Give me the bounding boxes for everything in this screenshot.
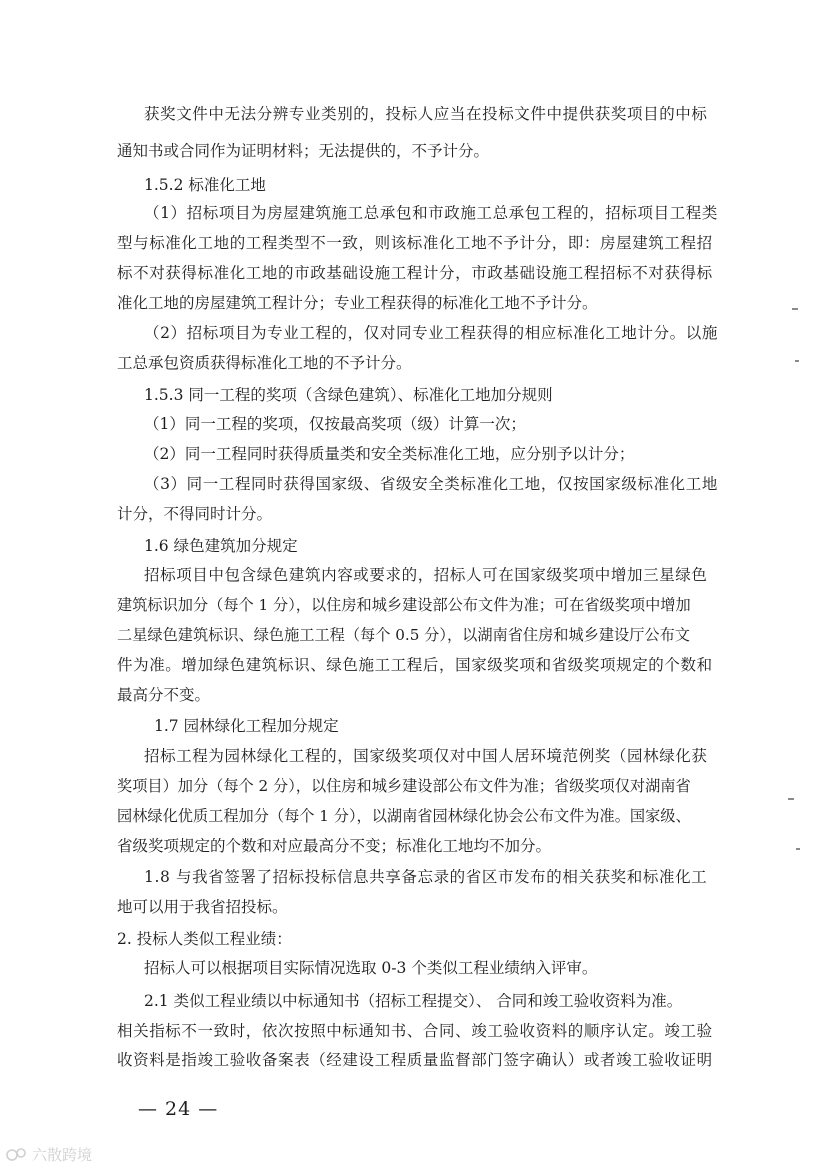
section-heading: 1.7 园林绿化工程加分规定 xyxy=(154,717,339,735)
text-line: 计分，不得同时计分。 xyxy=(117,505,273,523)
watermark xyxy=(6,1144,92,1165)
text-line: 准化工地的房屋建筑工程计分；专业工程获得的标准化工地不予计分。 xyxy=(117,294,598,312)
text-line: 获奖文件中无法分辨专业类别的，投标人应当在投标文件中提供获奖项目的中标 xyxy=(144,105,708,123)
text-line: 招标项目中包含绿色建筑内容或要求的，招标人可在国家级奖项中增加三星绿色 xyxy=(144,566,708,584)
text-line: （2）同一工程同时获得质量类和安全类标准化工地，应分别予以计分； xyxy=(144,445,635,463)
text-line: 件为准。增加绿色建筑标识、绿色施工工程后，国家级奖项和省级奖项规定的个数和 xyxy=(117,656,713,674)
text-line: 奖项目）加分（每个 2 分），以住房和城乡建设部公布文件为准；省级奖项仅对湖南省 xyxy=(117,777,691,795)
text-line: 型与标准化工地的工程类型不一致，则该标准化工地不予计分，即：房屋建筑工程招 xyxy=(117,234,713,252)
text-line: 省级奖项规定的个数和对应最高分不变；标准化工地均不加分。 xyxy=(117,837,552,855)
section-heading: 1.5.2 标准化工地 xyxy=(144,176,266,194)
text-line: 2.1 类似工程业绩以中标通知书（招标工程提交）、 合同和竣工验收资料为准。 xyxy=(144,992,683,1010)
text-line: （3）同一工程同时获得国家级、省级安全类标准化工地，仅按国家级标准化工地 xyxy=(144,475,718,493)
watermark-text: 六散跨境 xyxy=(32,1146,93,1164)
text-line: 1.8 与我省签署了招标投标信息共享备忘录的省区市发布的相关获奖和标准化工 xyxy=(144,868,708,886)
text-line: 招标人可以根据项目实际情况选取 0-3 个类似工程业绩纳入评审。 xyxy=(144,959,598,977)
page-number: — 24 — xyxy=(138,1098,219,1120)
scan-mark xyxy=(788,798,794,800)
scan-mark xyxy=(792,308,798,310)
scan-mark xyxy=(795,360,799,362)
text-line: 最高分不变。 xyxy=(117,686,211,704)
text-line: 园林绿化优质工程加分（每个 1 分），以湖南省园林绿化协会公布文件为准。国家级、 xyxy=(117,807,691,825)
text-line: 标不对获得标准化工地的市政基础设施工程计分，市政基础设施工程招标不对获得标 xyxy=(117,264,713,282)
section-heading: 1.6 绿色建筑加分规定 xyxy=(144,537,298,555)
text-line: （1）招标项目为房屋建筑施工总承包和市政施工总承包工程的，招标项目工程类 xyxy=(144,204,718,222)
text-line: （1）同一工程的奖项，仅按最高奖项（级）计算一次； xyxy=(144,415,526,433)
watermark-logo-icon xyxy=(6,1146,28,1164)
text-line: 收资料是指竣工验收备案表（经建设工程质量监督部门签字确认）或者竣工验收证明 xyxy=(117,1051,713,1069)
section-heading: 1.5.3 同一工程的奖项（含绿色建筑）、标准化工地加分规则 xyxy=(144,386,553,404)
text-line: 地可以用于我省招投标。 xyxy=(117,898,288,916)
text-line: 通知书或合同作为证明材料；无法提供的，不予计分。 xyxy=(117,142,490,160)
text-line: 建筑标识加分（每个 1 分），以住房和城乡建设部公布文件为准；可在省级奖项中增加 xyxy=(117,596,691,614)
text-line: 招标工程为园林绿化工程的，国家级奖项仅对中国人居环境范例奖（园林绿化获 xyxy=(144,747,708,765)
section-heading: 2. 投标人类似工程业绩： xyxy=(117,930,292,948)
text-line: 二星绿色建筑标识、绿色施工工程（每个 0.5 分），以湖南省住房和城乡建设厅公布文 xyxy=(117,626,690,644)
scan-mark xyxy=(796,848,800,850)
text-line: 工总承包资质获得标准化工地的不予计分。 xyxy=(117,354,412,372)
text-line: 相关指标不一致时，依次按照中标通知书、合同、竣工验收资料的顺序认定。竣工验 xyxy=(117,1022,713,1040)
text-line: （2）招标项目为专业工程的，仅对同专业工程获得的相应标准化工地计分。以施 xyxy=(144,324,718,342)
